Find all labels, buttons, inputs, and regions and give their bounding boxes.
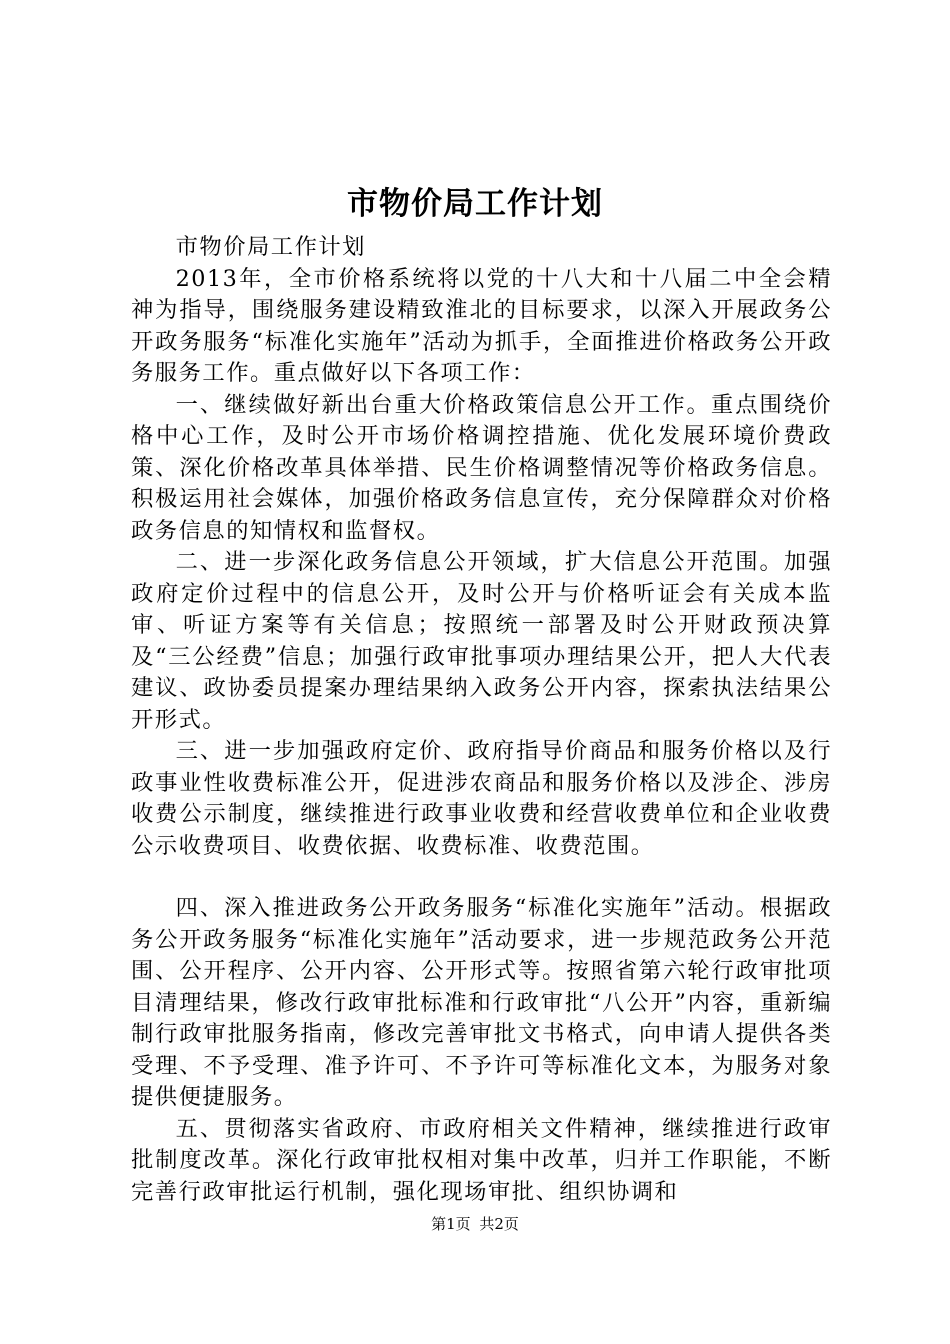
- section-4-paragraph: 四、深入推进政务公开政务服务“标准化实施年”活动。根据政务公开政务服务“标准化实施年”活动要求，进一步规范政务公开范围、公开程序、公开内容、公开形式等。按照省第六轮行政审批项目清理结果，修改行政审批标准和行政审批“八公开”内容，重新编制行政审批服务指南，修改完善审批文书格式，向申请人提供各类受理、不予受理、准予许可、不予许可等标准化文本，为服务对象提供便捷服务。: [131, 895, 832, 1110]
- document-body: [131, 232, 832, 1208]
- section-3-paragraph: 三、进一步加强政府定价、政府指导价商品和服务价格以及行政事业性收费标准公开，促进涉农商品和服务价格以及涉企、涉房收费公示制度，继续推进行政事业收费和经营收费单位和企业收费公示收费项目、收费依据、收费标准、收费范围。: [131, 738, 832, 859]
- intro-paragraph: 2013年，全市价格系统将以党的十八大和十八届二中全会精神为指导，围绕服务建设精致淮北的目标要求，以深入开展政务公开政务服务“标准化实施年”活动为抓手，全面推进价格政务公开政务服务工作。重点做好以下各项工作：: [131, 265, 832, 386]
- section-1-paragraph: 一、继续做好新出台重大价格政策信息公开工作。重点围绕价格中心工作，及时公开市场价格调控措施、优化发展环境价费政策、深化价格改革具体举措、民生价格调整情况等价格政务信息。积极运用社会媒体，加强价格政务信息宣传，充分保障群众对价格政务信息的知情权和监督权。: [131, 391, 832, 544]
- section-5-paragraph: 五、贯彻落实省政府、市政府相关文件精神，继续推进行政审批制度改革。深化行政审批权相对集中改革，归并工作职能，不断完善行政审批运行机制，强化现场审批、组织协调和: [131, 1115, 832, 1205]
- subtitle-paragraph: 市物价局工作计划: [175, 234, 366, 260]
- document-title: 市物价局工作计划: [347, 186, 603, 222]
- page-number: 第1页: [431, 1215, 471, 1233]
- page-total: 共2页: [479, 1215, 519, 1233]
- page-footer: [0, 1214, 950, 1234]
- section-2-paragraph: 二、进一步深化政务信息公开领域，扩大信息公开范围。加强政府定价过程中的信息公开，及时公开与价格听证会有关成本监审、听证方案等有关信息；按照统一部署及时公开财政预决算及“三公经费”信息；加强行政审批事项办理结果公开，把人大代表建议、政协委员提案办理结果纳入政务公开内容，探索执法结果公开形式。: [131, 549, 832, 733]
